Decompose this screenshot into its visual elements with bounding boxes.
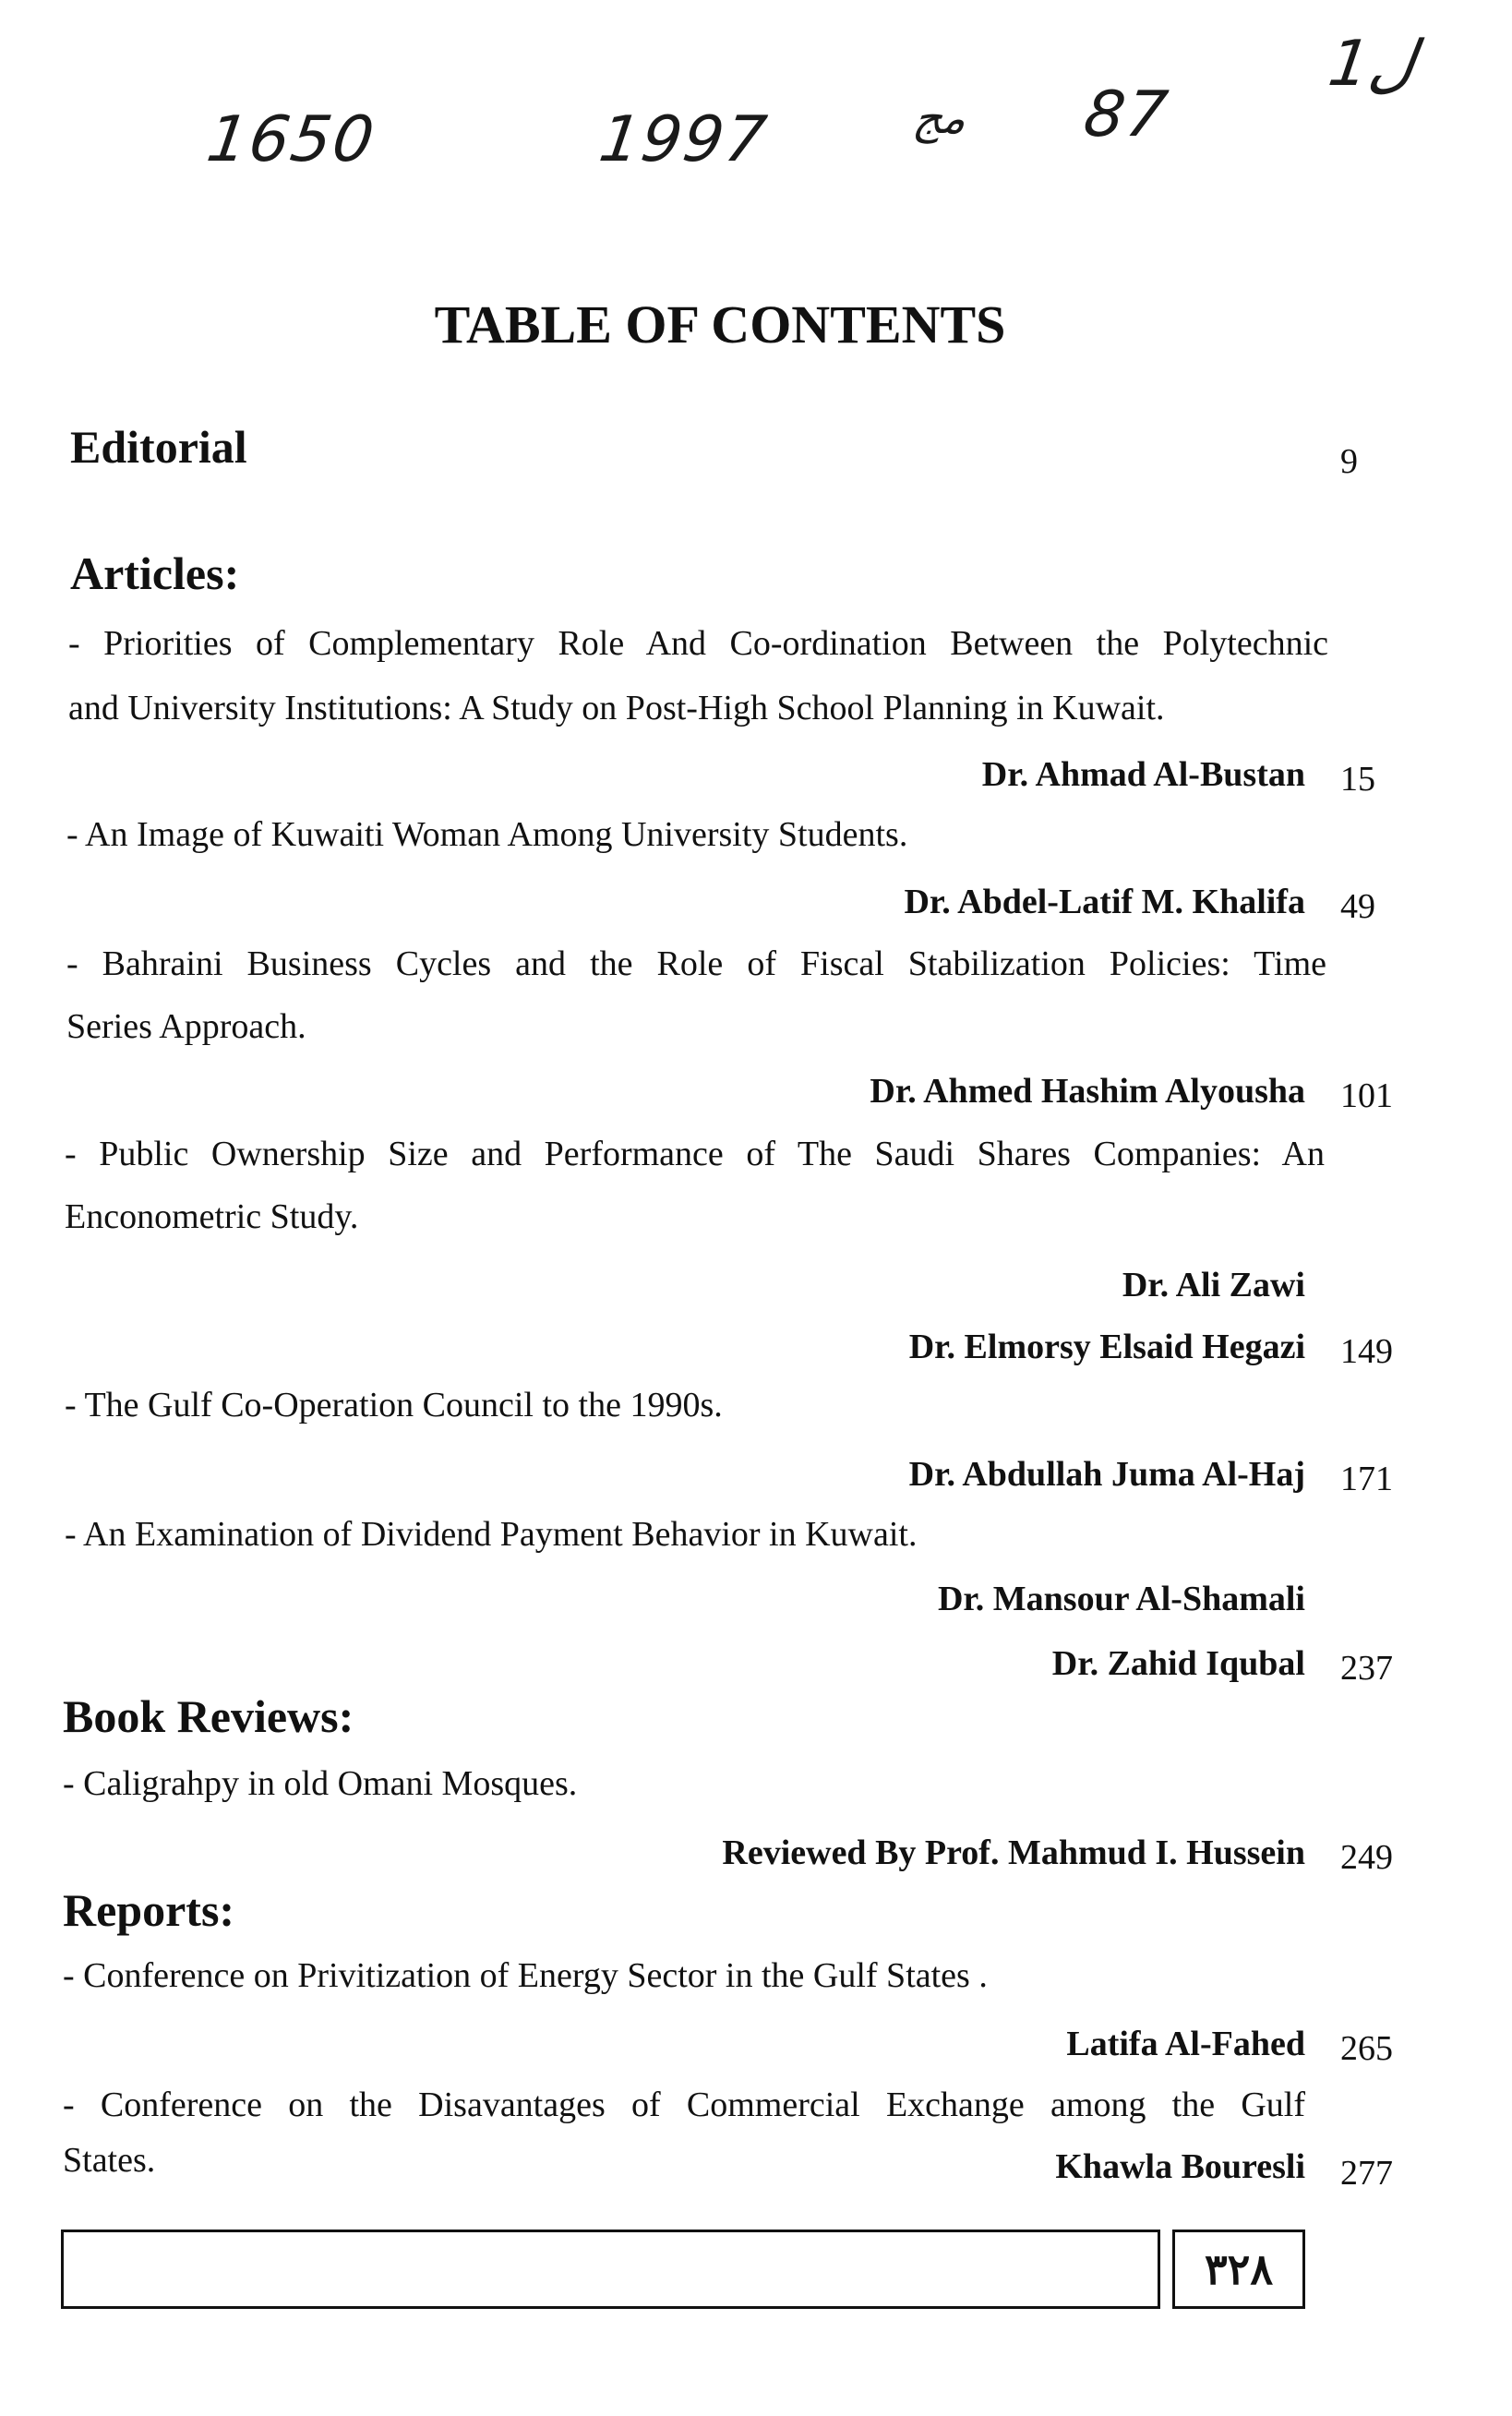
article-3-author-1: Dr. Ahmed Hashim Alyousha: [870, 1072, 1305, 1111]
article-3-line-2: Series Approach.: [66, 1007, 306, 1046]
handwritten-note-1: 1650: [202, 103, 380, 176]
handwritten-note-3: مج: [910, 92, 970, 144]
footer-page-number: ٣٢٨: [1172, 2230, 1305, 2309]
articles-heading: Articles:: [70, 547, 240, 599]
report-1-author-1: Latifa Al-Fahed: [1066, 2025, 1305, 2063]
reports-heading: Reports:: [63, 1884, 235, 1936]
article-2-page: 49: [1340, 887, 1375, 926]
book-review-1-author-1: Reviewed By Prof. Mahmud I. Hussein: [722, 1833, 1305, 1872]
article-1-line-2: and University Institutions: A Study on Post-High School Planning in Kuwait.: [68, 689, 1165, 727]
article-5-page: 171: [1340, 1460, 1393, 1498]
handwritten-note-5: ل1: [1324, 28, 1421, 101]
book-review-1-line-1: - Caligrahpy in old Omani Mosques.: [63, 1764, 578, 1803]
report-2-page: 277: [1340, 2154, 1393, 2193]
page-title: TABLE OF CONTENTS: [434, 294, 1006, 355]
handwritten-note-2: 1997: [594, 103, 773, 176]
book-reviews-heading: Book Reviews:: [63, 1690, 354, 1742]
handwritten-note-4: 87: [1079, 78, 1174, 151]
report-1-page: 265: [1340, 2029, 1393, 2068]
book-review-1-page: 249: [1340, 1838, 1393, 1877]
report-2-author-1: Khawla Bouresli: [1055, 2147, 1305, 2186]
article-6-author-1: Dr. Mansour Al-Shamali: [937, 1580, 1305, 1618]
article-6-page: 237: [1340, 1649, 1393, 1688]
report-2-line-2: States.: [63, 2141, 156, 2180]
article-5-line-1: - The Gulf Co-Operation Council to the 1990s.: [65, 1386, 723, 1424]
report-2-line-1: - Conference on the Disavantages of Commercial Exchange among the Gulf: [63, 2085, 1305, 2124]
editorial-heading: Editorial: [70, 421, 247, 473]
article-3-line-1: - Bahraini Business Cycles and the Role of Fiscal Stabilization Policies: Time: [66, 944, 1326, 983]
article-4-author-2: Dr. Elmorsy Elsaid Hegazi: [908, 1328, 1305, 1366]
article-4-page: 149: [1340, 1332, 1393, 1371]
article-4-line-2: Enconometric Study.: [65, 1197, 359, 1236]
article-3-page: 101: [1340, 1076, 1393, 1115]
article-4-line-1: - Public Ownership Size and Performance of The Saudi Shares Companies: An: [65, 1135, 1325, 1173]
article-2-line-1: - An Image of Kuwaiti Woman Among University Students.: [66, 815, 908, 854]
report-1-line-1: - Conference on Privitization of Energy Sector in the Gulf States .: [63, 1956, 988, 1995]
article-2-author-1: Dr. Abdel-Latif M. Khalifa: [904, 883, 1305, 921]
footer-box: [61, 2230, 1160, 2309]
article-1-author-1: Dr. Ahmad Al-Bustan: [981, 755, 1305, 794]
editorial-page: 9: [1340, 442, 1358, 481]
article-1-line-1: - Priorities of Complementary Role And Co-ordination Between the Polytechnic: [68, 624, 1328, 663]
article-6-author-2: Dr. Zahid Iqubal: [1051, 1644, 1305, 1683]
article-6-line-1: - An Examination of Dividend Payment Behavior in Kuwait.: [65, 1515, 918, 1554]
article-4-author-1: Dr. Ali Zawi: [1122, 1266, 1305, 1304]
article-1-page: 15: [1340, 760, 1375, 799]
article-5-author-1: Dr. Abdullah Juma Al-Haj: [908, 1455, 1305, 1494]
